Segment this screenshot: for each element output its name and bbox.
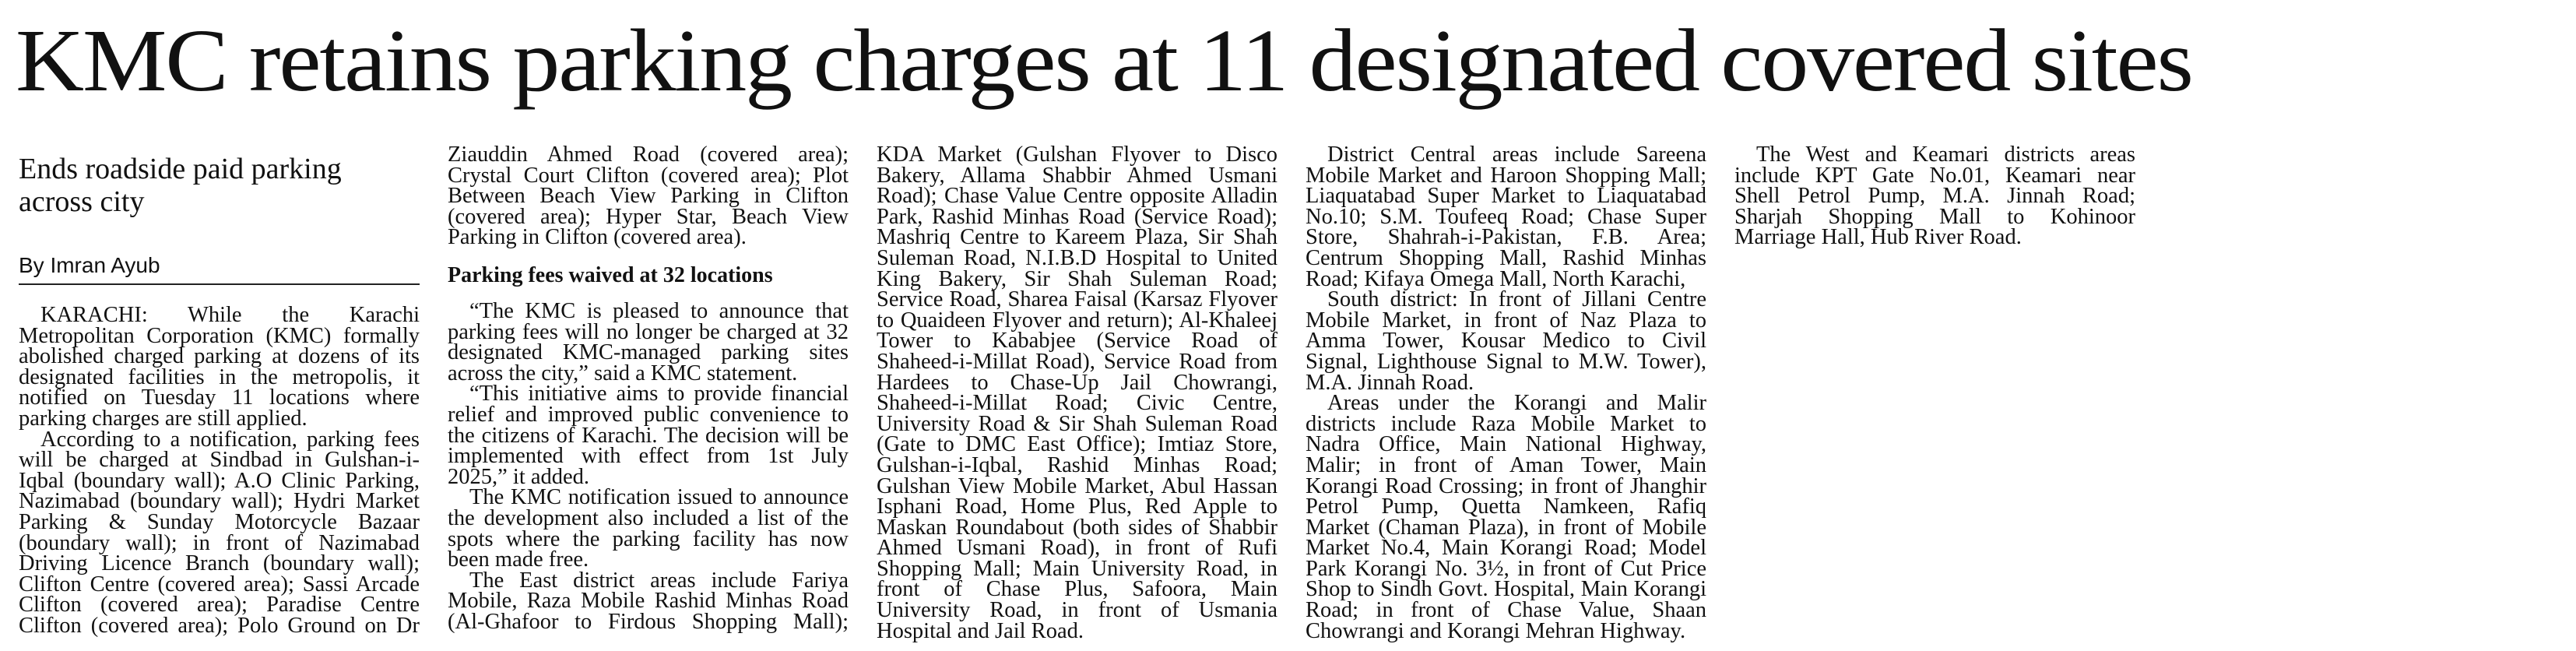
byline: By Imran Ayub xyxy=(19,252,420,285)
paragraph: Areas under the Korangi and Malir districts include Raza Mobile Market to Nadra Office, Main National Highway, Malir; in front of Aman Tower, Main Korangi Road Crossing; in front of Jhanghir Petrol Pump, Quetta Namkeen, Rafiq Market (Chaman Plaza), in front of Mobile Market No.4, Main Korangi Road; Model Park Korangi No. 3½, in front of Cut Price Shop to Sindh Govt. Hospital, Main Korangi Road; in front of Chase Value, Shaan Chowrangi and Korangi Mehran Highway. xyxy=(1306,391,1706,643)
headline: KMC retains parking charges at 11 designated covered sites xyxy=(16,11,2192,110)
paragraph: KARACHI: While the Karachi Metropolitan Corporation (KMC) formally abolished charged parking at dozens of its designated facilities in the metropolis, it notified on Tuesday 11 locations where parking charges are still applied. xyxy=(19,303,420,431)
paragraph: “The KMC is pleased to announce that parking fees will no longer be charged at 32 designated KMC-managed parking sites across the city,” said a KMC statement. xyxy=(448,298,849,385)
paragraph: District Central areas include Sareena Mobile Market and Haroon Shopping Mall; Liaquatabad Super Market to Liaquatabad No.10; S.M. Toufeeq Road; Chase Super Store, Shahrah-i-Pakistan, F.B. Area; Centrum Shopping Mall, Rashid Minhas Road; Kifaya Omega Mall, North Karachi, xyxy=(1306,143,1706,291)
subhead: Parking fees waived at 32 locations xyxy=(448,262,773,287)
deck: Ends roadside paid parking across city xyxy=(19,153,342,218)
article-body xyxy=(19,145,2564,643)
paragraph: South district: In front of Jillani Centre Mobile Market, in front of Naz Plaza to Amma Tower, Kousar Medico to Civil Signal, Lighthouse Signal to M.W. Tower), M.A. Jinnah Road. xyxy=(1306,287,1706,395)
paragraph: The West and Keamari districts areas include KPT Gate No.01, Keamari near Shell Petrol Pump, M.A. Jinnah Road; Sharjah Shopping Mall to Kohinoor Marriage Hall, Hub River Road. xyxy=(1734,143,2135,250)
paragraph: “This initiative aims to provide financial relief and improved public convenience to the citizens of Karachi. The decision will be implemented with effect from 1st July 2025,” it added. xyxy=(448,382,849,489)
paragraph: The East district areas include Fariya Mobile, Raza Mobile Rashid Minhas Road (Al-Ghafoor to Firdous Shopping Mall); KDA Market (Gulshan Flyover to Disco Bakery, Allama Shabbir Ahmed Usmani Road); Chase Value Centre opposite Alladin Park, Rashid Minhas Road (Service Road); Mashriq Centre to Kareem Plaza, Sir Shah Suleman Road, N.I.B.D Hospital to United King Bakery, Sir Shah Suleman Road; Service Road, Sharea Faisal (Karsaz Flyover to Quaideen Flyover and return); Al-Khaleej Tower to Kababjee (Service Road of Shaheed-i-Millat Road), Service Road from Hardees to Chase-Up Jail Chowrangi, Shaheed-i-Millat Road; Civic Centre, University Road & Sir Shah Suleman Road (Gate to DMC East Office); Imtiaz Store, Gulshan-i-Iqbal, Rashid Minhas Road; Gulshan View Mobile Market, Abul Hassan Isphani Road, Home Plus, Red Apple to Maskan Roundabout (both sides of Shabbir Ahmed Usmani Road), in front of Rufi Shopping Mall; Main University Road, in front of Chase Plus, Safoora, Main University Road, in front of Usmania Hospital and Jail Road. xyxy=(448,143,1277,643)
paragraph: The KMC notification issued to announce the development also included a list of the spots where the parking facility has now been made free. xyxy=(448,485,849,572)
paragraph: According to a notification, parking fees will be charged at Sindbad in Gulshan-i-Iqbal (boundary wall); A.O Clinic Parking, Nazimabad (boundary wall); Hydri Market Parking & Sunday Motorcycle Bazaar (boundary wall); in front of Nazimabad Driving Licence Branch (boundary wall); Clifton Centre (covered area); Sassi Arcade Clifton (covered area); Paradise Centre Clifton (covered area); Polo Ground on Dr Ziauddin Ahmed Road (covered area); Crystal Court Clifton (covered area); Plot Between Beach View Parking in Clifton (covered area); Hyper Star, Beach View Parking in Clifton (covered area). xyxy=(19,143,849,638)
